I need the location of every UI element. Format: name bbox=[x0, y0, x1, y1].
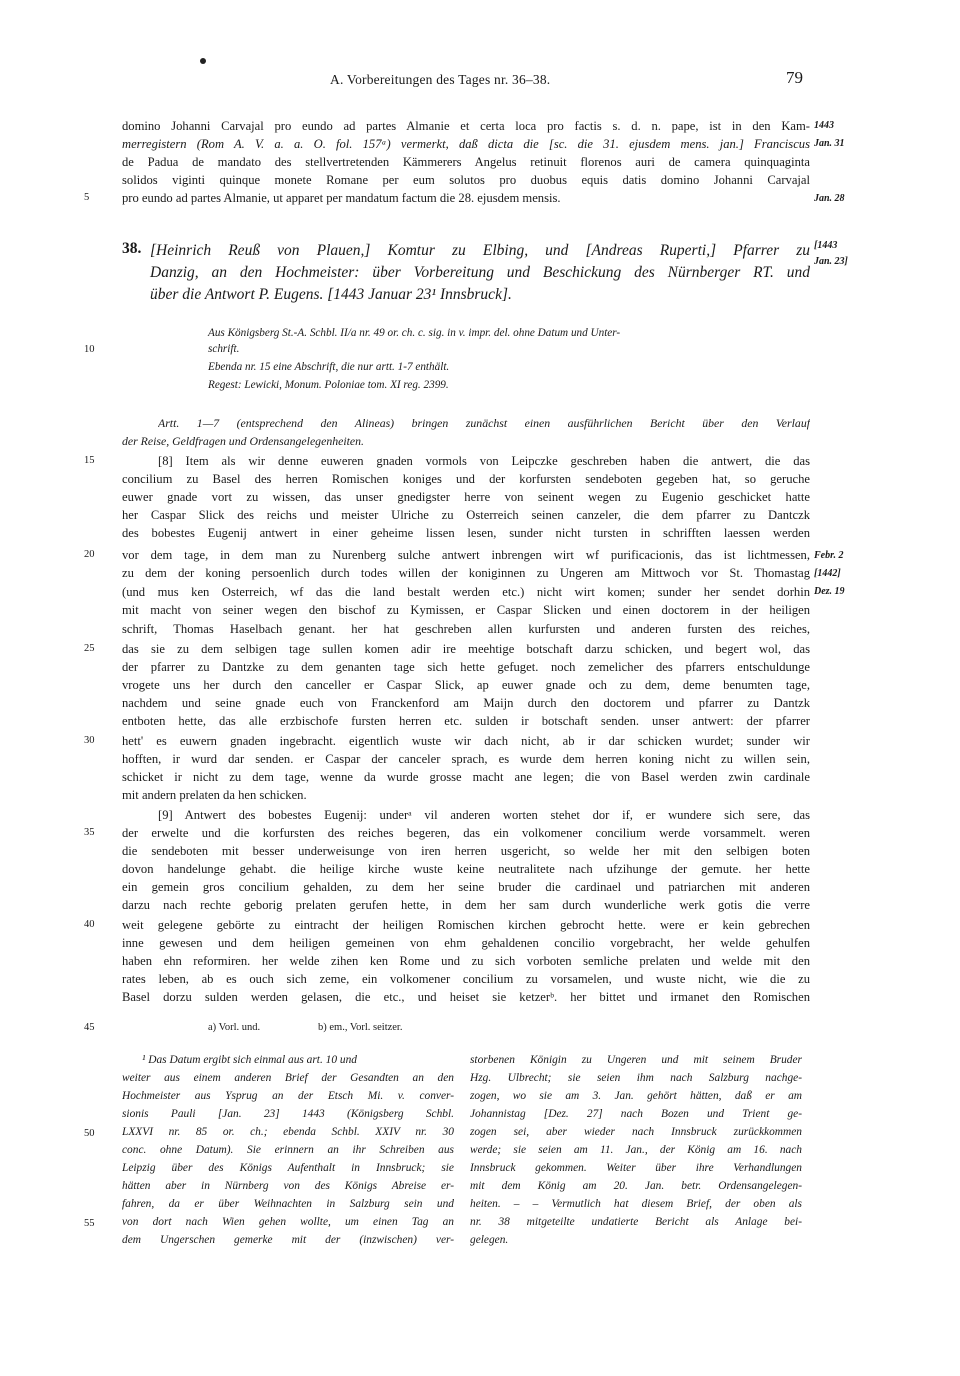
body-line: schicket ir nicht zu dem tage, wenne da wurde grosse macht ane legen; die von Basel werden zwin cardinale bbox=[122, 770, 810, 784]
body-line: darzu nach rechte geborig prelaten gerufen hette, in dem her sam durch wunderliche werk gotis die verre bbox=[122, 898, 810, 912]
footnote-line: zogen, wo sie am 3. Jan. gehört hätten, daß er am bbox=[470, 1090, 802, 1102]
body-line: das sie zu dem selbigen tage sullen komen adir ire meehtige botschaft darzu schicken, und begert wol, das bbox=[122, 642, 810, 656]
document-title-line: über die Antwort P. Eugens. [1443 Januar 23¹ Innsbruck]. bbox=[150, 286, 512, 303]
line-number: 50 bbox=[84, 1128, 95, 1139]
apparatus-note-a: a) Vorl. und. bbox=[208, 1022, 261, 1033]
footnote-line: zogen sei, aber wieder nach Innsbruck zurückkommen bbox=[470, 1126, 802, 1138]
body-line: der erwelte und die korfursten des reiches begeren, das ein volkomener concilium werde vorsammelt. weren bbox=[122, 826, 810, 840]
footnote-line: sionis Pauli [Jan. 23] 1443 (Königsberg Schbl. bbox=[122, 1108, 454, 1120]
footnote-line: dem Ungerschen gemerke mit der (inzwischen) ver- bbox=[122, 1234, 454, 1246]
running-header: A. Vorbereitungen des Tages nr. 36–38. bbox=[330, 72, 551, 87]
footnote-line: conc. ohne Datum). Sie erinnern an ihr Schreiben aus bbox=[122, 1144, 454, 1156]
line-number: 20 bbox=[84, 549, 95, 560]
footnote-line: nr. 38 mitgeteilte undatierte Bericht als Anlage bei- bbox=[470, 1216, 802, 1228]
body-line: weit gelegene gebörte zu eintracht der heiligen Romischen kirchen gebrocht hette. were er kein gebrechen bbox=[122, 918, 810, 932]
footnote-line: Hochmeister aus Ysprug an der Etsch Mi. v. conver- bbox=[122, 1090, 454, 1102]
margin-note: Dez. 19 bbox=[814, 586, 845, 597]
body-line: [9] Antwert des bobestes Eugenij: underᵃ vil anderen worten stehet dor if, er wundere sich sere, das bbox=[158, 808, 810, 822]
body-line: die sendeboten mit besser underweisunge von iren herren usgericht, so welde her mit den selbigen boten bbox=[122, 844, 810, 858]
margin-note: [1442] bbox=[814, 568, 841, 579]
summary-line: der Reise, Geldfragen und Ordensangelegenheiten. bbox=[122, 434, 364, 448]
body-line: der pfarrer zu Dantzke zu dem genanten tage sich hette gefuget. noch zemelicher des pfarrers entschuldunge bbox=[122, 660, 810, 674]
footnote-line: Hzg. Ulbrecht; sie seien ihm nach Salzburg nachge- bbox=[470, 1072, 802, 1084]
body-line: des bobestes Eugenij antwert in einer geheime lissen lesen, sunder nicht tursten in schrifften laessen werden bbox=[122, 526, 810, 540]
footnote-line: storbenen Königin zu Ungeren und mit seinem Bruder bbox=[470, 1054, 802, 1066]
footnote-line: werde; sie seien am 11. Jan., der König am 16. nach bbox=[470, 1144, 802, 1156]
body-line: haben ehn reformiren. her welde zihen ken Rome und zu sich vorboten semliche prelaten und welde mit den bbox=[122, 954, 810, 968]
line-number: 30 bbox=[84, 735, 95, 746]
footnote-line: hätten aber in Nürnberg von des Königs Abreise er- bbox=[122, 1180, 454, 1192]
margin-note: 1443 bbox=[814, 120, 834, 131]
margin-note: Febr. 2 bbox=[814, 550, 844, 561]
footnote-line: von dort nach Wien gehen wollte, um einen Tag an bbox=[122, 1216, 454, 1228]
summary-line: Artt. 1—7 (entsprechend den Alineas) bringen zunächst einen ausführlichen Bericht über den Verlauf bbox=[158, 416, 810, 430]
line-number: 25 bbox=[84, 643, 95, 654]
body-line: rates leben, ab es ouch sich zeme, ein volkomener concilium zu vorsamelen, und wuste nicht, wie die zu bbox=[122, 972, 810, 986]
line-number: 15 bbox=[84, 455, 95, 466]
margin-note: [1443 bbox=[814, 240, 838, 251]
body-line: zu dem der koning persoenlich durch todes willen der koniginnen zu Ungeren am Mittwoch vor St. Thomastag bbox=[122, 566, 810, 580]
footnote-line: ¹ Das Datum ergibt sich einmal aus art. 10 und bbox=[142, 1054, 357, 1066]
footnote-line: weiter aus einem anderen Brief der Gesandten an den bbox=[122, 1072, 454, 1084]
footnote-line: Johannistag [Dez. 27] nach Bozen und Trient ge- bbox=[470, 1108, 802, 1120]
source-line: schrift. bbox=[208, 343, 240, 355]
intro-line: solidos viginti quinque monete Romane per eum solutos pro duobus equis datis domino Johanni Carvajal bbox=[122, 173, 810, 187]
margin-note: Jan. 28 bbox=[814, 193, 845, 204]
apparatus-note-b: b) em., Vorl. seitzer. bbox=[318, 1022, 403, 1033]
intro-line: de Padua de mandato des stellvertretenden Kämmerers Angelus retinuit florenos auri de camera quinquaginta bbox=[122, 155, 810, 169]
body-line: concilium zu Basel des herren Romischen koniges und der korfursten sendeboten gegeben hat, so geruche bbox=[122, 472, 810, 486]
document-title-line: [Heinrich Reuß von Plauen,] Komtur zu Elbing, und [Andreas Ruperti,] Pfarrer zu bbox=[150, 242, 810, 259]
body-line: nachdem und seine gnade euch von Franckenford am Maijn durch den doctorem und pfarrer zu Dantzk bbox=[122, 696, 810, 710]
line-number: 45 bbox=[84, 1022, 95, 1033]
footnote-line: gelegen. bbox=[470, 1234, 509, 1246]
body-line: entboten hette, das alle erzbischofe fursten herren etc. sulden ir botschaft senden. unser antwert: der pfarrer bbox=[122, 714, 810, 728]
source-line: Ebenda nr. 15 eine Abschrift, die nur artt. 1-7 enthält. bbox=[208, 361, 450, 373]
body-line: mit andern prelaten da hen schicken. bbox=[122, 788, 307, 802]
footnote-line: Leipzig über des Königs Aufenthalt in Innsbruck; sie bbox=[122, 1162, 454, 1174]
body-line: vrogete uns her durch den canceller er Caspar Slick, ap euwer gnade och zu dem, deme benumten tage, bbox=[122, 678, 810, 692]
line-number: 55 bbox=[84, 1218, 95, 1229]
footnote-line: LXXVI nr. 85 or. ch.; ebenda Schbl. XXIV nr. 30 bbox=[122, 1126, 454, 1138]
intro-line: merregistern (Rom A. V. a. a. O. fol. 157ᵃ) vermerkt, daß dicta die [sc. die 31. ejusdem mens. jan.] Franciscus bbox=[122, 137, 810, 151]
body-line: hett' es euwern gnaden ingebracht. eigentlich wuste wir dach nicht, ab ir dar schicken wurdet; sunder wir bbox=[122, 734, 810, 748]
line-number: 10 bbox=[84, 344, 95, 355]
intro-line: pro eundo ad partes Almanie, ut apparet per mandatum factum die 28. ejusdem mensis. bbox=[122, 191, 561, 205]
body-line: inne gewesen und dem heiligen gemeinen von ehm gehaldenen concilio vorgebracht, her welde gehulfen bbox=[122, 936, 810, 950]
footnote-line: Innsbruck gekommen. Weiter über ihre Verhandlungen bbox=[470, 1162, 802, 1174]
document-title-line: Danzig, an den Hochmeister: über Vorbereitung und Beschickung des Nürnberger RT. und bbox=[150, 264, 810, 281]
line-number: 35 bbox=[84, 827, 95, 838]
margin-note: Jan. 23] bbox=[814, 256, 848, 267]
intro-line: domino Johanni Carvajal pro eundo ad partes Almanie et certa loca pro factis s. d. n. pape, ist in den Kam- bbox=[122, 119, 810, 133]
body-line: her Caspar Slick des reichs und meister Ulriche zu Osterreich seinen canzeler, die dem pfarrer zu Dantczk bbox=[122, 508, 810, 522]
footnote-line: heiten. – – Vermutlich hat diesem Brief, der oben als bbox=[470, 1198, 802, 1210]
body-line: [8] Item als wir denne euweren gnaden vormols von Leipczke geschreben haben die antwert, die das bbox=[158, 454, 810, 468]
line-number: 5 bbox=[84, 192, 90, 203]
ink-dot bbox=[200, 58, 206, 64]
source-line: Aus Königsberg St.-A. Schbl. II/a nr. 49 or. ch. c. sig. in v. impr. del. ohne Datum und Unter- bbox=[208, 327, 621, 339]
source-line: Regest: Lewicki, Monum. Poloniae tom. XI reg. 2399. bbox=[208, 379, 449, 391]
body-line: hofften, ir wurd dar senden. er Caspar der canceler sprach, es wurde dem herren koning nicht zu willen sein, bbox=[122, 752, 810, 766]
line-number: 40 bbox=[84, 919, 95, 930]
document-number: 38. bbox=[122, 240, 142, 257]
page-number: 79 bbox=[786, 68, 803, 87]
body-line: schrift, Thomas Haselbach genant. her hat geschreben allen kurfursten und anderen fursten des reiches, bbox=[122, 622, 810, 636]
body-line: Basel dorzu sulden werden gelasen, die etc., und heiset sie ketzerᵇ. her bittet und irmanet den Romischen bbox=[122, 990, 810, 1004]
body-line: (und mus ken Osterreich, wf das die land bestalt werden etc.) nicht wirt komen; sunder her sendet dorhin bbox=[122, 585, 810, 599]
footnote-line: fahren, da er über Weihnachten in Salzburg sein und bbox=[122, 1198, 454, 1210]
body-line: mit macht von seiner wegen den bischof zu Kymissen, er Caspar Slicken und einen doctorem in der heiligen bbox=[122, 603, 810, 617]
body-line: vor dem tage, in dem man zu Nurenberg sulche antwert inbrengen wirt wf purificacionis, das ist lichtmessen, bbox=[122, 548, 810, 562]
body-line: euwer gnade vort zu wissen, das unser gnedigster herre von seinent wegen zu Eugenio geschicket hatte bbox=[122, 490, 810, 504]
body-line: dovon handelunge gehabt. die heilige kirche wuste keine neutralitete nach ufzihunge der gemute. her hette bbox=[122, 862, 810, 876]
body-line: ein gemein gros concilium gehalden, zu dem her seine bruder die cardinael und patriarchen mit anderen bbox=[122, 880, 810, 894]
margin-note: Jan. 31 bbox=[814, 138, 845, 149]
footnote-line: mit dem König am 20. Jan. betr. Ordensangelegen- bbox=[470, 1180, 802, 1192]
